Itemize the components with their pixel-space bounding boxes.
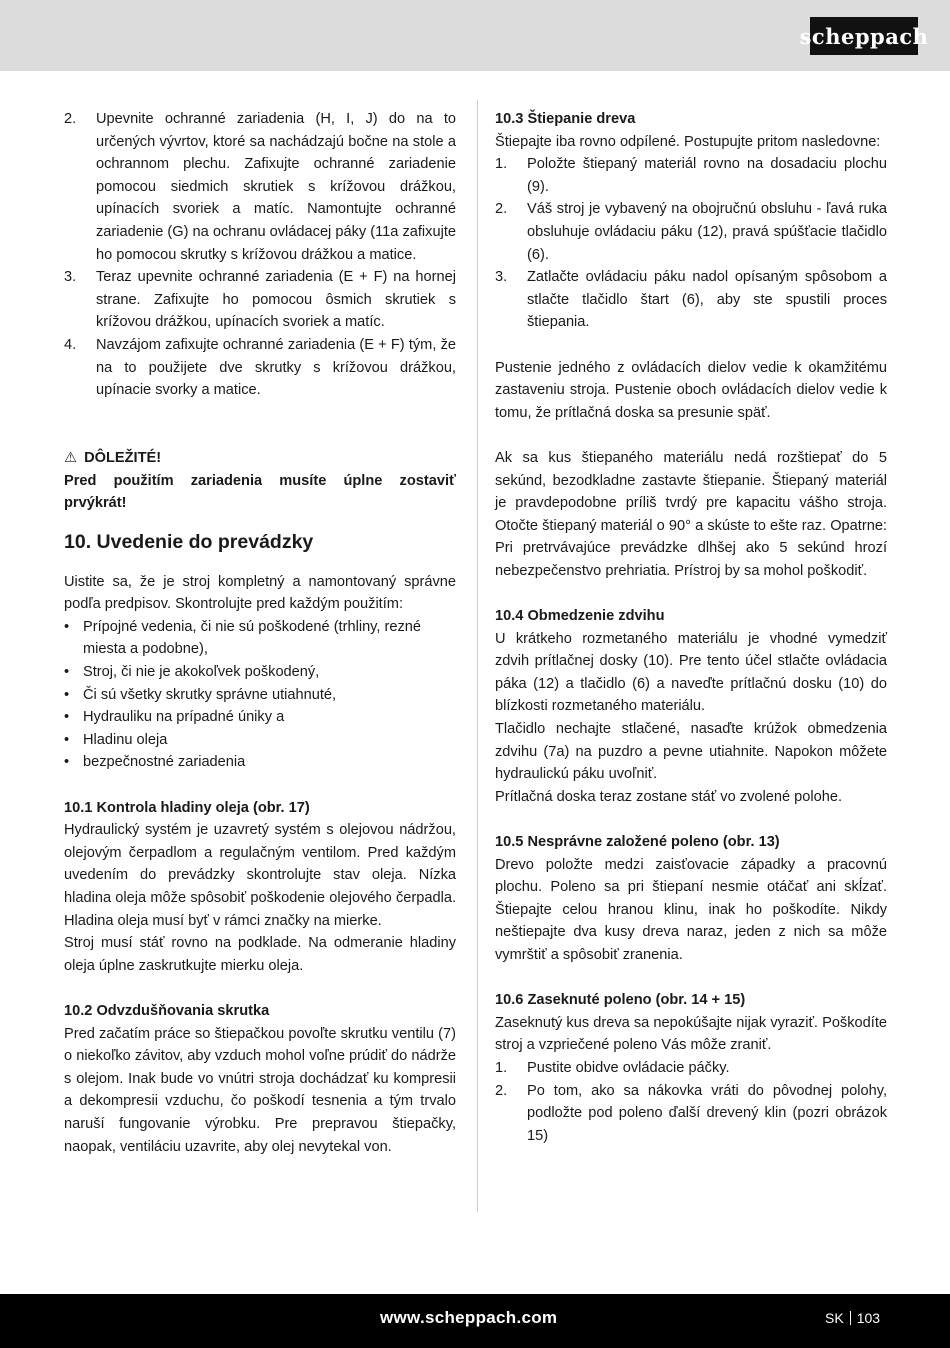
subsection-title: 10.3 Štiepanie dreva (495, 111, 636, 127)
list-item: 1. Položte štiepaný materiál rovno na dosadaciu plochu (9). (495, 156, 887, 195)
list-item: 1. Pustite obidve ovládacie páčky. (495, 1059, 730, 1076)
subsection-title: 10.5 Nesprávne založené poleno (obr. 13) (495, 834, 780, 850)
paragraph: Stroj musí stáť rovno na podklade. Na odmeranie hladiny oleja úplne zaskrutkujte mierku oleja. (64, 935, 456, 974)
left-column (64, 108, 456, 1158)
paragraph: U krátkeho rozmetaného materiálu je vhodné vymedziť zdvih prítlačnej dosky (10). Pre tento účel stlačte ovládacia páka (12) a tlačidlo (6) a naveďte prítlačnú dosku (10) do blízkosti rozmetaného materiálu. (495, 630, 887, 715)
page-footer (0, 1294, 950, 1348)
list-item: • Prípojné vedenia, či nie sú poškodené (trhliny, rezné miesta a podobne), (64, 616, 456, 661)
list-item: • Hydrauliku na prípadné úniky a (64, 706, 456, 729)
list-item: 2. Upevnite ochranné zariadenia (H, I, J) do na to určených vývrtov, ktoré sa nachádzajú bočne na stole a ochrannom plechu. Zafixujte ochranné zariadenie pomocou siedmich skrutiek s krížovou drážkou, upínacích svoriek a matíc. Namontujte ochranné zariadenie (G) na ochranu ovládacej páky (11a zafixujte ho pomocou skrutky s krížovou drážkou a matice. (64, 111, 456, 263)
list-item: • Stroj, či nie je akokoľvek poškodený, (64, 661, 456, 684)
subsection-title: 10.4 Obmedzenie zdvihu (495, 608, 665, 625)
website-link[interactable]: www.scheppach.com (380, 1308, 558, 1327)
list-item: 2. Váš stroj je vybavený na obojručnú obsluhu - ľavá ruka obsluhuje ovládaciu páku (12), pravá spúšťacie tlačidlo (6). (495, 201, 887, 263)
list-item: • Hladinu oleja (64, 729, 456, 752)
checklist (64, 616, 456, 774)
paragraph: Ak sa kus štiepaného materiálu nedá rozštiepať do 5 sekúnd, bezodkladne zastavte štiepanie. Štiepaný materiál je pravdepodobne príliš tvrdý pre kapacitu vášho stroja. Otočte štiepaný materiál o 90° a skúste to ešte raz. Opatrne: Pri pretrvávajúce prevádzke dlhšej ako 5 sekúnd hrozí nebezpečenstvo prehriatia. Prístroj by sa mohol poškodiť. (495, 449, 887, 579)
stuck-log-steps-list (495, 1057, 887, 1147)
right-column (495, 108, 887, 1147)
list-item: 3. Zatlačte ovládaciu páku nadol opísaným spôsobom a stlačte tlačidlo štart (6), aby ste spustili proces štiepania. (495, 269, 887, 331)
subsection-title: 10.6 Zaseknuté poleno (obr. 14 + 15) (495, 992, 746, 1009)
section-title: 10. Uvedenie do prevádzky (64, 530, 314, 553)
splitting-steps-list (495, 153, 887, 334)
paragraph: Zaseknutý kus dreva sa nepokúšajte nijak vyraziť. Poškodíte stroj a vzpriečené poleno Vás môže zraniť. (495, 1014, 887, 1054)
paragraph: Pred začatím práce so štiepačkou povoľte skrutku ventilu (7) o niekoľko závitov, aby vzduch mohol voľne prúdiť do nádrže s olejom. Inak bude vo vnútri stroja dochádzať ku kompresii a dekompresii vzduchu, čo poškodí tesnenia a tým trvalo naruší fungovanie výrobku. Pre prepravou štiepačky, naopak, ventiláciu uzavrite, aby olej nevytekal von. (64, 1025, 456, 1155)
intro-paragraph: Uistite sa, že je stroj kompletný a namontovaný správne podľa predpisov. Skontrolujte pred každým použitím: (64, 573, 456, 613)
paragraph: Štiepajte iba rovno odpílené. Postupujte pritom nasledovne: (495, 133, 881, 150)
column-divider (477, 100, 478, 1212)
paragraph: Prítlačná doska teraz zostane stáť vo zvolené polohe. (495, 788, 843, 805)
subsection-title: 10.2 Odvzdušňovania skrutka (64, 1002, 270, 1019)
page-number: SK 103 (825, 1310, 881, 1326)
paragraph: Tlačidlo nechajte stlačené, nasaďte krúžok obmedzenia zdvihu (7a) na puzdro a pevne utiahnite. Napokon môžete hydraulickú páku uvoľniť. (495, 721, 887, 783)
list-item: 4. Navzájom zafixujte ochranné zariadenia (E + F) tým, že na to použijete dve skrutky s krížovou drážkou, upínacie svorky a matice. (64, 336, 456, 399)
warning-heading: ⚠ DÔLEŽITÉ! (64, 447, 456, 470)
paragraph: Pustenie jedného z ovládacích dielov vedie k okamžitému zastaveniu stroja. Pustenie oboch ovládacích dielov vedie k tomu, že prítlačná doska sa presunie späť. (495, 359, 887, 421)
scheppach-logo: scheppach (810, 17, 918, 55)
paragraph: Hydraulický systém je uzavretý systém s olejovou nádržou, olejovým čerpadlom a regulačným ventilom. Pred každým uvedením do prevádzky skontrolujte stav oleja. Nízka hladina oleja môže spôsobiť poškodenie olejového čerpadla. Hladina oleja musí byť v rámci značky na mierke. (64, 822, 456, 929)
list-item: • Či sú všetky skrutky správne utiahnuté, (64, 684, 456, 707)
warning-icon: ⚠ (64, 449, 78, 466)
assembly-steps-list (64, 108, 456, 402)
list-item: 2. Po tom, ako sa nákovka vráti do pôvodnej polohy, podložte pod poleno ďalší drevený klin (pozri obrázok 15) (495, 1082, 887, 1144)
warning-text: Pred použitím zariadenia musíte úplne zostaviť prvýkrát! (64, 472, 456, 512)
list-item: • bezpečnostné zariadenia (64, 751, 456, 774)
subsection-title: 10.1 Kontrola hladiny oleja (obr. 17) (64, 799, 310, 816)
page-header (0, 0, 950, 71)
list-item: 3. Teraz upevnite ochranné zariadenia (E + F) na hornej strane. Zafixujte ho pomocou ôsmich skrutiek s krížovou drážkou, upínacích svoriek a matíc. (64, 269, 456, 331)
paragraph: Drevo položte medzi zaisťovacie západky a pracovnú plochu. Poleno sa pri štiepaní nesmie otáčať ani skĺzať. Štiepajte celou hranou klinu, inak ho poškodíte. Nikdy neštiepajte dva kusy dreva naraz, jeden z nich sa môže vymrštiť a spôsobiť zranenia. (495, 856, 887, 963)
